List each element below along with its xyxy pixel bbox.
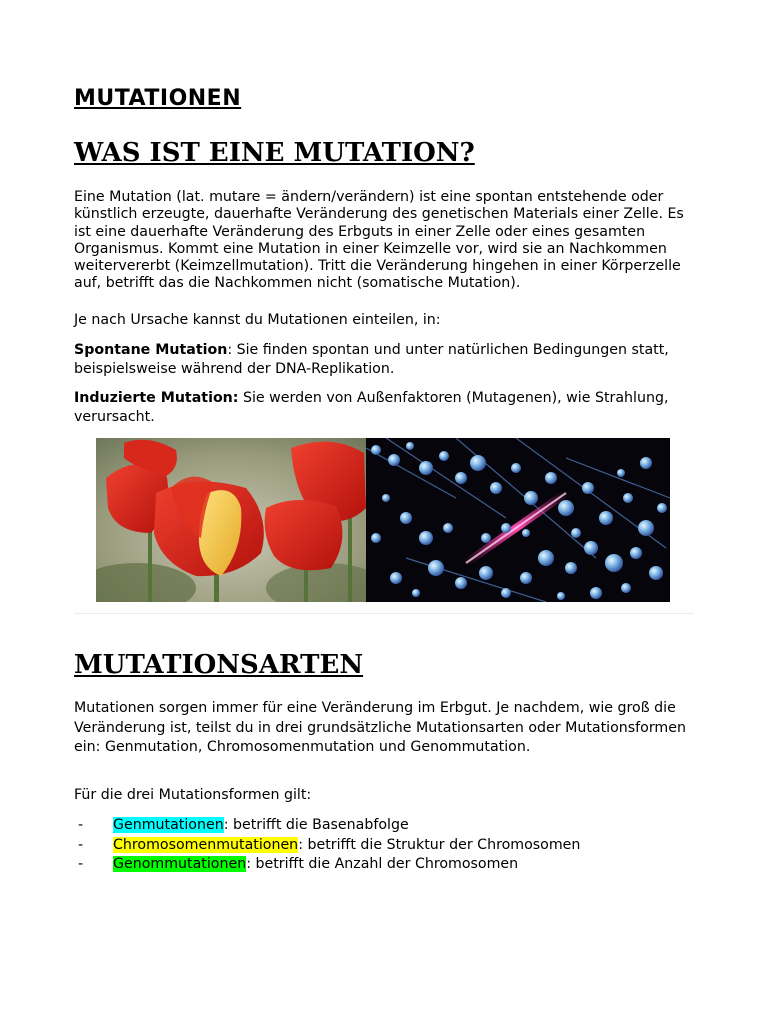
chromosomenmutationen-term: Chromosomenmutationen [113, 836, 299, 853]
genmutationen-term: Genmutationen [113, 817, 224, 833]
list-item-text: : betrifft die Basenabfolge [223, 817, 409, 833]
ursache-paragraph: Je nach Ursache kannst du Mutationen einteilen, in: [74, 312, 441, 328]
spontane-mutation-text: : Sie finden spontan und unter natürlichen Bedingungen statt, beispielsweise während der DNA-Replikation. [74, 342, 669, 377]
induzierte-mutation-term: Induzierte Mutation: [74, 390, 239, 406]
spontane-mutation-term: Spontane Mutation [74, 342, 228, 358]
mutationsformen-intro: Für die drei Mutationsformen gilt: [74, 787, 312, 803]
section-heading-was-ist: WAS IST EINE MUTATION? [74, 138, 475, 168]
list-dash: - [78, 836, 84, 853]
list-item [74, 836, 694, 856]
dna-molecule-image [366, 438, 670, 602]
divider [74, 613, 694, 614]
spontane-mutation-paragraph [74, 341, 694, 379]
image-row [96, 438, 670, 602]
mutationsarten-paragraph: Mutationen sorgen immer für eine Veränderung im Erbgut. Je nachdem, wie groß die Veränderung ist, teilst du in drei grundsätzliche Mutationsarten oder Mutationsformen ein: Genmutation, Chromosomenmutation und Genommutation. [74, 700, 686, 756]
list-dash: - [78, 856, 84, 873]
list-item-text: : betrifft die Struktur der Chromosomen [298, 836, 581, 853]
list-item [74, 855, 694, 875]
induzierte-mutation-paragraph [74, 389, 694, 427]
document-title: MUTATIONEN [74, 86, 242, 111]
genommutationen-term: Genommutationen [113, 856, 247, 873]
section-heading-mutationsarten: MUTATIONSARTEN [74, 650, 364, 680]
induzierte-mutation-text: Sie werden von Außenfaktoren (Mutagenen), wie Strahlung, verursacht. [74, 390, 669, 425]
list-item-text: : betrifft die Anzahl der Chromosomen [246, 856, 519, 873]
intro-paragraph: Eine Mutation (lat. mutare = ändern/verändern) ist eine spontan entstehende oder künstlich erzeugte, dauerhafte Veränderung des genetischen Materials einer Zelle. Es ist eine dauerhafte Veränderung des Erbguts in einer Zelle oder eines gesamten Organismus. Kommt eine Mutation in einer Keimzelle vor, wird sie an Nachkommen weitervererbt (Keimzellmutation). Tritt die Veränderung hingehen in einer Körperzelle auf, betrifft das die Nachkommen nicht (somatische Mutation). [74, 189, 684, 292]
tulip-mutation-image [96, 438, 366, 602]
list-item [74, 816, 694, 836]
list-dash: - [78, 817, 84, 833]
mutation-types-list [74, 816, 694, 875]
